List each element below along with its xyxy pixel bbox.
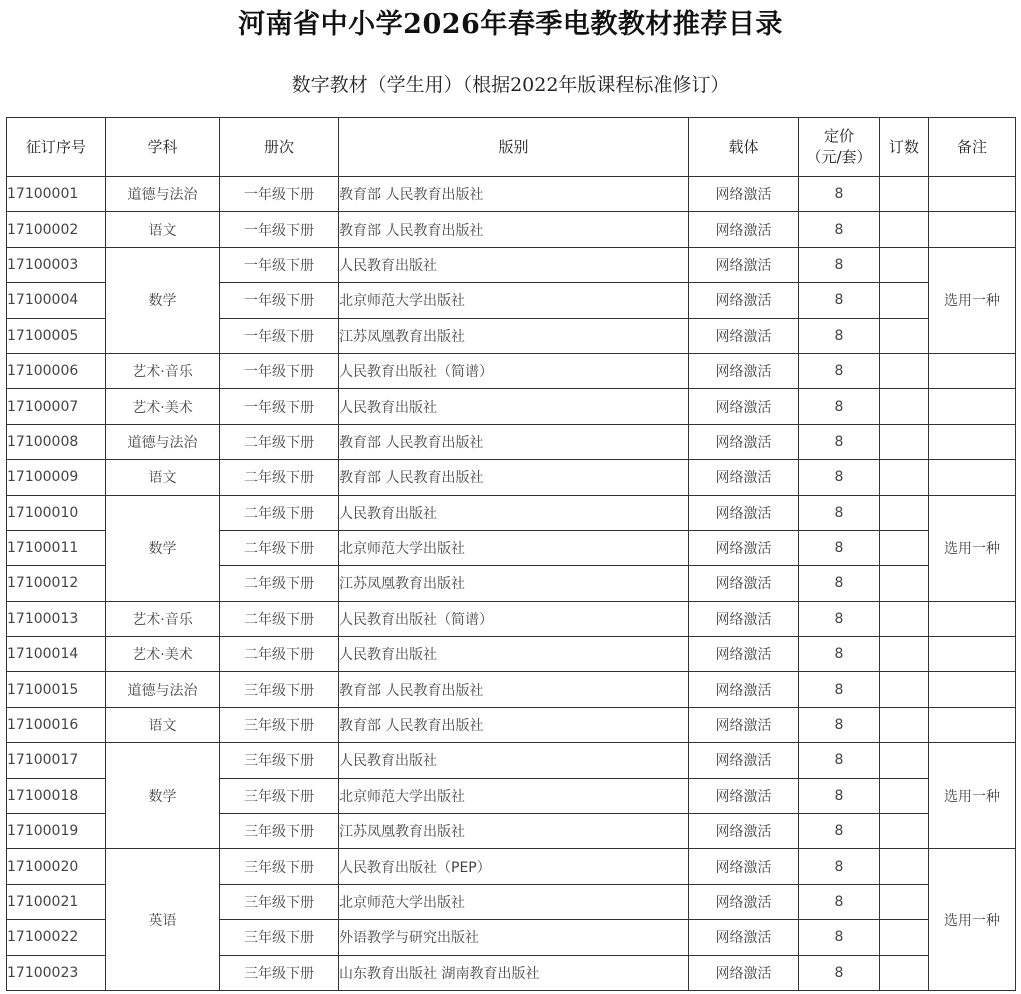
- cell-note: [929, 177, 1016, 212]
- header-price: [799, 118, 880, 177]
- header-subject: 学科: [106, 118, 220, 177]
- cell-code: 17100004: [7, 283, 106, 318]
- cell-note: 选用一种: [929, 743, 1016, 849]
- cell-price: 8: [799, 955, 880, 990]
- cell-volume: 二年级下册: [220, 530, 339, 565]
- cell-volume: 三年级下册: [220, 707, 339, 742]
- cell-edition: 江苏凤凰教育出版社: [339, 814, 689, 849]
- cell-volume: 二年级下册: [220, 460, 339, 495]
- cell-note: [929, 672, 1016, 707]
- cell-order: [880, 707, 929, 742]
- cell-volume: 三年级下册: [220, 814, 339, 849]
- cell-price: 8: [799, 318, 880, 353]
- cell-edition: 北京师范大学出版社: [339, 530, 689, 565]
- cell-subject: 语文: [106, 460, 220, 495]
- cell-order: [880, 849, 929, 884]
- cell-price: 8: [799, 884, 880, 919]
- cell-code: 17100010: [7, 495, 106, 530]
- cell-subject: 艺术·音乐: [106, 601, 220, 636]
- cell-order: [880, 778, 929, 813]
- cell-price: 8: [799, 389, 880, 424]
- cell-subject: 道德与法治: [106, 672, 220, 707]
- table-row: [7, 637, 1016, 672]
- header-volume: 册次: [220, 118, 339, 177]
- cell-media: 网络激活: [689, 212, 799, 247]
- cell-media: 网络激活: [689, 424, 799, 459]
- cell-order: [880, 318, 929, 353]
- cell-volume: 一年级下册: [220, 177, 339, 212]
- cell-media: 网络激活: [689, 353, 799, 388]
- cell-price: 8: [799, 849, 880, 884]
- cell-edition: 人民教育出版社: [339, 637, 689, 672]
- cell-order: [880, 530, 929, 565]
- header-edition: 版别: [339, 118, 689, 177]
- cell-edition: 北京师范大学出版社: [339, 884, 689, 919]
- cell-media: 网络激活: [689, 778, 799, 813]
- cell-media: 网络激活: [689, 460, 799, 495]
- header-code: 征订序号: [7, 118, 106, 177]
- cell-code: 17100012: [7, 566, 106, 601]
- table-row: [7, 353, 1016, 388]
- cell-order: [880, 283, 929, 318]
- cell-volume: 二年级下册: [220, 566, 339, 601]
- table-row: [7, 212, 1016, 247]
- cell-volume: 三年级下册: [220, 884, 339, 919]
- cell-order: [880, 495, 929, 530]
- cell-volume: 一年级下册: [220, 212, 339, 247]
- cell-code: 17100016: [7, 707, 106, 742]
- cell-volume: 二年级下册: [220, 495, 339, 530]
- table-row: [7, 389, 1016, 424]
- cell-order: [880, 884, 929, 919]
- cell-edition: 江苏凤凰教育出版社: [339, 566, 689, 601]
- cell-edition: 教育部 人民教育出版社: [339, 212, 689, 247]
- cell-code: 17100001: [7, 177, 106, 212]
- cell-edition: 教育部 人民教育出版社: [339, 177, 689, 212]
- cell-note: [929, 353, 1016, 388]
- cell-price: 8: [799, 637, 880, 672]
- cell-volume: 三年级下册: [220, 778, 339, 813]
- cell-price: 8: [799, 672, 880, 707]
- cell-media: 网络激活: [689, 814, 799, 849]
- cell-media: 网络激活: [689, 707, 799, 742]
- cell-edition: 人民教育出版社: [339, 389, 689, 424]
- cell-price: 8: [799, 212, 880, 247]
- cell-volume: 一年级下册: [220, 389, 339, 424]
- header-row: [7, 118, 1016, 177]
- cell-media: 网络激活: [689, 566, 799, 601]
- cell-order: [880, 814, 929, 849]
- table-row: [7, 177, 1016, 212]
- cell-edition: 人民教育出版社（简谱）: [339, 353, 689, 388]
- cell-price: 8: [799, 424, 880, 459]
- cell-edition: 教育部 人民教育出版社: [339, 672, 689, 707]
- cell-volume: 三年级下册: [220, 672, 339, 707]
- header-price-line1: 定价: [823, 127, 854, 145]
- cell-price: 8: [799, 460, 880, 495]
- cell-price: 8: [799, 566, 880, 601]
- cell-edition: 外语教学与研究出版社: [339, 920, 689, 955]
- cell-order: [880, 672, 929, 707]
- cell-media: 网络激活: [689, 884, 799, 919]
- cell-volume: 二年级下册: [220, 637, 339, 672]
- cell-edition: 人民教育出版社: [339, 247, 689, 282]
- cell-media: 网络激活: [689, 247, 799, 282]
- cell-subject: 艺术·美术: [106, 389, 220, 424]
- cell-code: 17100008: [7, 424, 106, 459]
- table-row: [7, 672, 1016, 707]
- table-row: [7, 247, 1016, 282]
- cell-order: [880, 601, 929, 636]
- cell-note: [929, 212, 1016, 247]
- cell-volume: 一年级下册: [220, 318, 339, 353]
- cell-code: 17100015: [7, 672, 106, 707]
- cell-order: [880, 353, 929, 388]
- cell-code: 17100019: [7, 814, 106, 849]
- cell-price: 8: [799, 778, 880, 813]
- cell-note: 选用一种: [929, 495, 1016, 601]
- cell-code: 17100023: [7, 955, 106, 990]
- cell-edition: 教育部 人民教育出版社: [339, 424, 689, 459]
- cell-edition: 人民教育出版社: [339, 743, 689, 778]
- cell-note: 选用一种: [929, 849, 1016, 991]
- cell-volume: 三年级下册: [220, 849, 339, 884]
- cell-subject: 数学: [106, 247, 220, 353]
- cell-media: 网络激活: [689, 318, 799, 353]
- cell-volume: 一年级下册: [220, 353, 339, 388]
- cell-code: 17100006: [7, 353, 106, 388]
- cell-code: 17100014: [7, 637, 106, 672]
- cell-code: 17100017: [7, 743, 106, 778]
- cell-edition: 人民教育出版社（PEP）: [339, 849, 689, 884]
- cell-note: [929, 424, 1016, 459]
- table-row: [7, 495, 1016, 530]
- cell-media: 网络激活: [689, 283, 799, 318]
- cell-subject: 语文: [106, 212, 220, 247]
- cell-media: 网络激活: [689, 672, 799, 707]
- cell-subject: 道德与法治: [106, 424, 220, 459]
- cell-price: 8: [799, 814, 880, 849]
- cell-price: 8: [799, 530, 880, 565]
- header-media: 载体: [689, 118, 799, 177]
- cell-volume: 一年级下册: [220, 283, 339, 318]
- cell-subject: 语文: [106, 707, 220, 742]
- cell-order: [880, 212, 929, 247]
- cell-media: 网络激活: [689, 389, 799, 424]
- cell-order: [880, 955, 929, 990]
- cell-price: 8: [799, 353, 880, 388]
- cell-order: [880, 389, 929, 424]
- page-title: 河南省中小学2026年春季电教教材推荐目录: [238, 9, 783, 40]
- cell-code: 17100002: [7, 212, 106, 247]
- cell-code: 17100022: [7, 920, 106, 955]
- cell-edition: 人民教育出版社（简谱）: [339, 601, 689, 636]
- cell-order: [880, 566, 929, 601]
- cell-note: [929, 707, 1016, 742]
- table-row: [7, 743, 1016, 778]
- cell-media: 网络激活: [689, 177, 799, 212]
- cell-subject: 艺术·音乐: [106, 353, 220, 388]
- cell-edition: 北京师范大学出版社: [339, 283, 689, 318]
- cell-subject: 数学: [106, 495, 220, 601]
- table-row: [7, 460, 1016, 495]
- cell-edition: 教育部 人民教育出版社: [339, 460, 689, 495]
- cell-order: [880, 743, 929, 778]
- cell-subject: 艺术·美术: [106, 637, 220, 672]
- cell-code: 17100021: [7, 884, 106, 919]
- cell-price: 8: [799, 283, 880, 318]
- catalog-table: [6, 117, 1016, 991]
- cell-media: 网络激活: [689, 849, 799, 884]
- cell-code: 17100020: [7, 849, 106, 884]
- cell-order: [880, 920, 929, 955]
- cell-media: 网络激活: [689, 530, 799, 565]
- cell-note: [929, 601, 1016, 636]
- cell-volume: 三年级下册: [220, 955, 339, 990]
- cell-media: 网络激活: [689, 920, 799, 955]
- table-row: [7, 707, 1016, 742]
- cell-subject: 英语: [106, 849, 220, 991]
- cell-note: [929, 460, 1016, 495]
- cell-price: 8: [799, 495, 880, 530]
- cell-edition: 山东教育出版社 湖南教育出版社: [339, 955, 689, 990]
- header-price-line2: （元/套）: [806, 148, 872, 166]
- cell-note: [929, 389, 1016, 424]
- cell-code: 17100018: [7, 778, 106, 813]
- cell-order: [880, 177, 929, 212]
- cell-note: [929, 637, 1016, 672]
- cell-order: [880, 424, 929, 459]
- page-subtitle: 数字教材（学生用）（根据2022年版课程标准修订）: [291, 74, 730, 96]
- cell-note: 选用一种: [929, 247, 1016, 353]
- cell-price: 8: [799, 247, 880, 282]
- cell-media: 网络激活: [689, 955, 799, 990]
- cell-code: 17100009: [7, 460, 106, 495]
- cell-media: 网络激活: [689, 601, 799, 636]
- cell-code: 17100011: [7, 530, 106, 565]
- table-row: [7, 601, 1016, 636]
- cell-order: [880, 637, 929, 672]
- header-order: 订数: [880, 118, 929, 177]
- cell-media: 网络激活: [689, 743, 799, 778]
- cell-price: 8: [799, 177, 880, 212]
- cell-order: [880, 247, 929, 282]
- cell-edition: 江苏凤凰教育出版社: [339, 318, 689, 353]
- cell-edition: 人民教育出版社: [339, 495, 689, 530]
- cell-volume: 一年级下册: [220, 247, 339, 282]
- cell-media: 网络激活: [689, 637, 799, 672]
- cell-edition: 北京师范大学出版社: [339, 778, 689, 813]
- table-row: [7, 849, 1016, 884]
- cell-price: 8: [799, 920, 880, 955]
- cell-edition: 教育部 人民教育出版社: [339, 707, 689, 742]
- cell-code: 17100005: [7, 318, 106, 353]
- cell-price: 8: [799, 707, 880, 742]
- cell-code: 17100013: [7, 601, 106, 636]
- cell-volume: 三年级下册: [220, 920, 339, 955]
- cell-volume: 二年级下册: [220, 424, 339, 459]
- cell-subject: 道德与法治: [106, 177, 220, 212]
- header-note: 备注: [929, 118, 1016, 177]
- cell-volume: 二年级下册: [220, 601, 339, 636]
- cell-order: [880, 460, 929, 495]
- cell-subject: 数学: [106, 743, 220, 849]
- cell-code: 17100007: [7, 389, 106, 424]
- cell-volume: 三年级下册: [220, 743, 339, 778]
- cell-price: 8: [799, 743, 880, 778]
- table-row: [7, 424, 1016, 459]
- cell-media: 网络激活: [689, 495, 799, 530]
- cell-code: 17100003: [7, 247, 106, 282]
- cell-price: 8: [799, 601, 880, 636]
